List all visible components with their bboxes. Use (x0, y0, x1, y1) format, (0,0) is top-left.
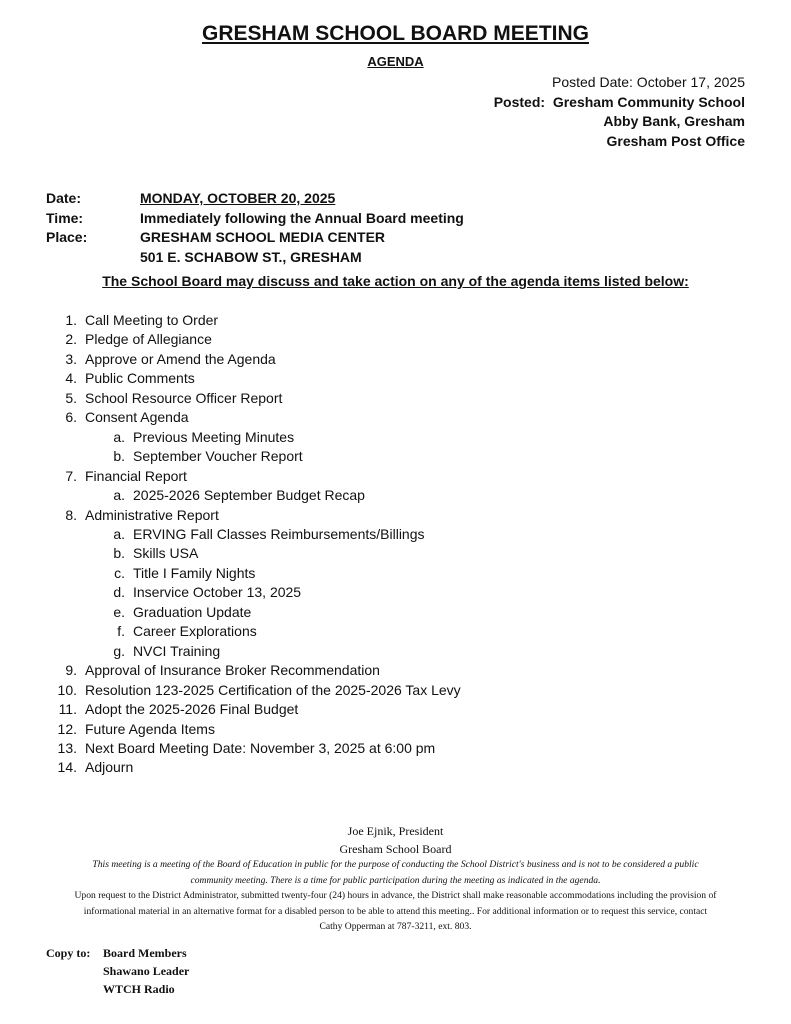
signer-name: Joe Ejnik, President (347, 824, 444, 838)
agenda-item (0, 739, 461, 758)
copy-label: Copy to: (46, 946, 91, 960)
item-text: Title I Family Nights (133, 564, 256, 581)
agenda-item (0, 389, 461, 408)
copy-recipient: Shawano Leader (103, 964, 190, 978)
posted-date: Posted Date: October 17, 2025 (551, 74, 745, 90)
item-marker: 3. (65, 350, 77, 367)
item-text: 2025-2026 September Budget Recap (133, 487, 365, 504)
agenda-item (0, 369, 461, 388)
agenda-subitem (0, 583, 461, 602)
item-marker: b. (113, 448, 125, 465)
item-text: Previous Meeting Minutes (133, 428, 295, 445)
item-text: Graduation Update (133, 603, 252, 620)
agenda-item (0, 311, 461, 330)
item-text: ERVING Fall Classes Reimbursements/Billings (133, 525, 425, 542)
agenda-item (0, 720, 461, 739)
agenda-item (0, 506, 461, 525)
agenda-subitem (0, 603, 461, 622)
footer-notice (0, 857, 791, 935)
agenda-subitem (0, 525, 461, 544)
agenda-subitem (0, 447, 461, 466)
posted-location: Gresham Post Office (606, 132, 745, 149)
item-marker: d. (113, 584, 125, 601)
item-text: School Resource Officer Report (85, 389, 283, 406)
item-text: Skills USA (133, 545, 199, 562)
item-text: Future Agenda Items (85, 720, 215, 737)
place-label: Place: (46, 229, 88, 245)
item-marker: 1. (65, 312, 77, 328)
item-text: Financial Report (85, 467, 187, 484)
item-marker: 13. (57, 739, 77, 756)
copy-to-block (46, 944, 189, 998)
posted-location: Abby Bank, Gresham (603, 113, 745, 129)
item-text: Public Comments (85, 370, 195, 387)
agenda-subitem (0, 642, 461, 661)
document-title: GRESHAM SCHOOL BOARD MEETING (202, 22, 589, 45)
agenda-item (0, 408, 461, 427)
item-marker: a. (113, 428, 125, 445)
item-text: Pledge of Allegiance (85, 331, 212, 348)
agenda-list (0, 311, 461, 778)
item-marker: 7. (65, 467, 77, 484)
agenda-subitem (0, 544, 461, 563)
agenda-item (0, 467, 461, 486)
item-text: Next Board Meeting Date: November 3, 2025 at 6:00 pm (85, 739, 436, 756)
item-marker: 2. (65, 331, 77, 348)
accessibility-line: informational material in an alternative format for a disabled person to be able to attend this meeting.. For additional information or to request this service, contact (83, 905, 708, 917)
document-subtitle: AGENDA (367, 54, 424, 69)
meeting-time: Immediately following the Annual Board meeting (140, 209, 464, 226)
item-marker: b. (113, 545, 125, 562)
signature-block (0, 822, 791, 858)
agenda-item (0, 330, 461, 349)
action-statement: The School Board may discuss and take action on any of the agenda items listed below: (102, 273, 689, 289)
agenda-item (0, 758, 461, 777)
item-text: September Voucher Report (133, 448, 303, 465)
posted-label: Posted: (493, 93, 546, 110)
item-marker: 5. (65, 389, 77, 406)
item-text: Administrative Report (85, 506, 219, 523)
item-marker: 6. (65, 409, 77, 426)
item-marker: 12. (57, 720, 77, 737)
signer-org: Gresham School Board (339, 842, 452, 856)
item-text: Inservice October 13, 2025 (133, 584, 302, 601)
meeting-place: GRESHAM SCHOOL MEDIA CENTER (140, 229, 386, 245)
item-text: Adjourn (85, 759, 134, 776)
agenda-subitem (0, 564, 461, 583)
item-text: Approval of Insurance Broker Recommendation (85, 662, 380, 679)
item-marker: 9. (65, 662, 77, 679)
item-marker: 4. (65, 370, 77, 387)
item-text: Approve or Amend the Agenda (85, 350, 276, 367)
item-marker: e. (113, 603, 125, 620)
item-text: Consent Agenda (85, 409, 189, 426)
posted-location: Gresham Community School (552, 93, 745, 110)
agenda-item (0, 350, 461, 369)
item-text: NVCI Training (133, 642, 221, 659)
item-marker: 11. (58, 701, 77, 718)
copy-recipient: Board Members (103, 946, 187, 960)
item-marker: g. (113, 642, 125, 659)
notice-line: community meeting. There is a time for public participation during the meeting as indicated in the agenda. (190, 874, 601, 886)
item-marker: 14. (57, 759, 77, 776)
agenda-subitem (0, 428, 461, 447)
item-marker: a. (113, 487, 125, 504)
time-label: Time: (46, 209, 84, 226)
meeting-date: MONDAY, OCTOBER 20, 2025 (140, 190, 336, 206)
item-marker: 8. (65, 506, 77, 523)
item-text: Adopt the 2025-2026 Final Budget (85, 701, 299, 718)
item-marker: 10. (57, 681, 77, 698)
item-marker: a. (113, 525, 125, 542)
agenda-subitem (0, 622, 461, 641)
agenda-item (0, 661, 461, 680)
item-text: Call Meeting to Order (85, 312, 219, 328)
accessibility-line: Cathy Opperman at 787-3211, ext. 803. (319, 921, 472, 932)
meeting-address: 501 E. SCHABOW ST., GRESHAM (140, 248, 362, 265)
item-marker: f. (117, 623, 125, 640)
notice-line: This meeting is a meeting of the Board of Education in public for the purpose of conducting the School District's business and is not to be considered a public (92, 859, 699, 870)
agenda-item (0, 681, 461, 700)
item-marker: c. (114, 564, 125, 581)
date-label: Date: (46, 190, 82, 206)
meeting-info (46, 189, 464, 267)
agenda-item (0, 700, 461, 719)
accessibility-line: Upon request to the District Administrator, submitted twenty-four (24) hours in advance, the District shall make reasonable accommodations including the provision of (74, 890, 717, 901)
posted-block (494, 73, 745, 151)
item-text: Career Explorations (133, 623, 257, 640)
item-text: Resolution 123-2025 Certification of the 2025-2026 Tax Levy (85, 681, 461, 698)
copy-recipient: WTCH Radio (103, 982, 175, 996)
agenda-subitem (0, 486, 461, 505)
